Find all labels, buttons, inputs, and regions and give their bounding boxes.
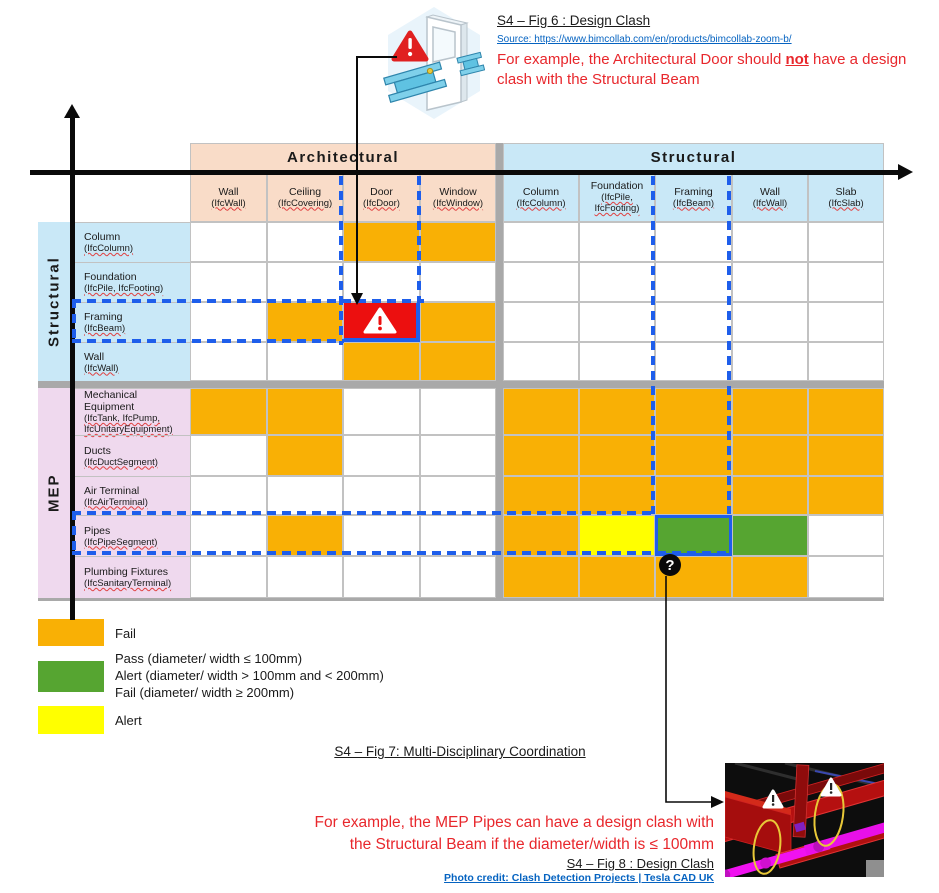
matrix-cell-r5c3 xyxy=(420,435,496,476)
matrix-cell-r8c5 xyxy=(579,556,655,598)
matrix-cell-r4c2 xyxy=(343,388,420,435)
pipes-clash-note: For example, the MEP Pipes can have a design clash with the Structural Beam if the diameter/width is ≤ 100mm xyxy=(314,814,714,853)
matrix-cell-r4c3 xyxy=(420,388,496,435)
matrix-cell-r2c7 xyxy=(732,302,808,342)
matrix-cell-r3c2 xyxy=(343,342,420,381)
fig6-title: S4 – Fig 6 : Design Clash xyxy=(497,13,651,28)
matrix-cell-r3c1 xyxy=(267,342,343,381)
door-clash-note: For example, the Architectural Door should not have a design clash with the Structural Beam xyxy=(497,51,907,88)
matrix-cell-r8c4 xyxy=(503,556,579,598)
matrix-cell-r0c8 xyxy=(808,222,884,262)
door-column-highlight-left xyxy=(339,176,343,345)
matrix-cell-r7c2 xyxy=(343,515,420,556)
matrix-cell-r6c4 xyxy=(503,476,579,515)
matrix-cell-r1c7 xyxy=(732,262,808,302)
matrix-cell-r1c4 xyxy=(503,262,579,302)
column-group-structural: Structural xyxy=(503,143,884,172)
matrix-cell-r4c5 xyxy=(579,388,655,435)
matrix-cell-r7c6 xyxy=(655,515,732,556)
matrix-cell-r0c1 xyxy=(267,222,343,262)
matrix-cell-r4c1 xyxy=(267,388,343,435)
matrix-cell-r8c1 xyxy=(267,556,343,598)
matrix-cell-r6c7 xyxy=(732,476,808,515)
y-axis-arrowhead xyxy=(64,104,80,118)
photo-credit-link[interactable]: Photo credit: Clash Detection Projects | Tesla CAD UK xyxy=(444,872,714,884)
legend-label-pass: Pass (diameter/ width ≤ 100mm) Alert (diameter/ width > 100mm and < 200mm) Fail (diameter/ width ≥ 200mm) xyxy=(115,651,384,700)
row-header-pipes: Pipes (IfcPipeSegment) xyxy=(75,515,190,556)
matrix-cell-r8c7 xyxy=(732,556,808,598)
matrix-cell-r3c6 xyxy=(655,342,732,381)
matrix-cell-r6c1 xyxy=(267,476,343,515)
column-header-window: Window (IfcWindow) xyxy=(420,172,496,222)
matrix-cell-r0c3 xyxy=(420,222,496,262)
column-header-framing: Framing (IfcBeam) xyxy=(655,172,732,222)
matrix-cell-r4c4 xyxy=(503,388,579,435)
matrix-cell-r5c5 xyxy=(579,435,655,476)
pipes-row-highlight-left xyxy=(72,511,76,555)
matrix-cell-r7c7 xyxy=(732,515,808,556)
legend-swatch-pass xyxy=(38,661,104,692)
column-header-door: Door (IfcDoor) xyxy=(343,172,420,222)
matrix-cell-r7c3 xyxy=(420,515,496,556)
column-group-divider xyxy=(496,143,503,601)
matrix-cell-r7c1 xyxy=(267,515,343,556)
pipes-row-highlight-bottom xyxy=(72,551,731,555)
matrix-cell-r5c1 xyxy=(267,435,343,476)
framing-column-highlight-right xyxy=(727,176,731,514)
matrix-cell-r3c8 xyxy=(808,342,884,381)
clash-photo xyxy=(725,763,884,877)
matrix-cell-r2c6 xyxy=(655,302,732,342)
matrix-cell-r5c8 xyxy=(808,435,884,476)
row-group-divider xyxy=(38,381,884,388)
column-header-ceiling: Ceiling (IfcCovering) xyxy=(267,172,343,222)
matrix-cell-r5c4 xyxy=(503,435,579,476)
matrix-cell-r2c5 xyxy=(579,302,655,342)
pipes-row-highlight-top xyxy=(72,511,655,515)
matrix-cell-r1c3 xyxy=(420,262,496,302)
matrix-cell-r0c7 xyxy=(732,222,808,262)
matrix-cell-r5c0 xyxy=(190,435,267,476)
column-header-column: Column (IfcColumn) xyxy=(503,172,579,222)
row-header-column: Column (IfcColumn) xyxy=(75,222,190,262)
matrix-cell-r3c3 xyxy=(420,342,496,381)
matrix-cell-r8c3 xyxy=(420,556,496,598)
matrix-cell-r8c0 xyxy=(190,556,267,598)
matrix-cell-r6c2 xyxy=(343,476,420,515)
row-header-wall: Wall (IfcWall) xyxy=(75,342,190,381)
row-header-plumbing-fixtures: Plumbing Fixtures (IfcSanitaryTerminal) xyxy=(75,556,190,598)
row-header-foundation: Foundation (IfcPile, IfcFooting) xyxy=(75,262,190,302)
matrix-cell-r6c8 xyxy=(808,476,884,515)
matrix-cell-r0c4 xyxy=(503,222,579,262)
matrix-cell-r6c6 xyxy=(655,476,732,515)
matrix-cell-r2c0 xyxy=(190,302,267,342)
fig8-title: S4 – Fig 8 : Design Clash xyxy=(566,856,714,871)
framing-column-highlight-left xyxy=(651,176,655,514)
matrix-cell-r4c7 xyxy=(732,388,808,435)
matrix-cell-r3c0 xyxy=(190,342,267,381)
matrix-cell-r1c1 xyxy=(267,262,343,302)
x-axis-line xyxy=(30,170,900,175)
matrix-bottom-border xyxy=(38,598,884,601)
matrix-cell-r7c5 xyxy=(579,515,655,556)
row-header-mechanical-equipment: Mechanical Equipment (IfcTank, IfcPump, IfcUnitaryEquipment) xyxy=(75,388,190,435)
x-axis-arrowhead xyxy=(898,164,913,180)
matrix-cell-r5c2 xyxy=(343,435,420,476)
matrix-cell-r0c0 xyxy=(190,222,267,262)
matrix-cell-r6c0 xyxy=(190,476,267,515)
row-header-air-terminal: Air Terminal (IfcAirTerminal) xyxy=(75,476,190,515)
matrix-cell-r2c4 xyxy=(503,302,579,342)
row-header-ducts: Ducts (IfcDuctSegment) xyxy=(75,435,190,476)
column-group-architectural: Architectural xyxy=(190,143,496,172)
matrix-cell-r4c8 xyxy=(808,388,884,435)
matrix-cell-r5c6 xyxy=(655,435,732,476)
column-header-wall: Wall (IfcWall) xyxy=(190,172,267,222)
column-header-foundation: Foundation (IfcPile, IfcFooting) xyxy=(579,172,655,222)
row-header-framing: Framing (IfcBeam) xyxy=(75,302,190,342)
matrix-cell-r7c0 xyxy=(190,515,267,556)
matrix-cell-r6c5 xyxy=(579,476,655,515)
matrix-cell-r0c5 xyxy=(579,222,655,262)
column-header-slab: Slab (IfcSlab) xyxy=(808,172,884,222)
legend-swatch-fail xyxy=(38,619,104,646)
legend-label-fail: Fail xyxy=(115,626,136,641)
matrix-cell-r3c5 xyxy=(579,342,655,381)
legend-swatch-alert xyxy=(38,706,104,734)
arrow-question-to-photo xyxy=(660,570,730,812)
matrix-cell-r2c8 xyxy=(808,302,884,342)
row-group-label-structural: Structural xyxy=(45,256,63,347)
fig7-title: S4 – Fig 7: Multi-Disciplinary Coordination xyxy=(334,744,586,759)
legend-label-alert: Alert xyxy=(115,713,142,728)
row-group-label-mep: MEP xyxy=(45,473,63,513)
question-badge: ? xyxy=(659,554,681,576)
matrix-cell-r3c4 xyxy=(503,342,579,381)
framing-row-highlight-left xyxy=(72,299,76,343)
matrix-cell-r8c8 xyxy=(808,556,884,598)
matrix-cell-r7c4 xyxy=(503,515,579,556)
door-column-highlight-right xyxy=(417,176,421,302)
matrix-cell-r4c0 xyxy=(190,388,267,435)
matrix-cell-r2c1 xyxy=(267,302,343,342)
framing-row-highlight-bottom xyxy=(72,339,344,343)
matrix-cell-r1c6 xyxy=(655,262,732,302)
matrix-cell-r7c8 xyxy=(808,515,884,556)
column-header-wall: Wall (IfcWall) xyxy=(732,172,808,222)
matrix-cell-r1c8 xyxy=(808,262,884,302)
matrix-cell-r2c2 xyxy=(343,302,420,342)
warning-icon xyxy=(363,307,397,334)
matrix-cell-r2c3 xyxy=(420,302,496,342)
matrix-cell-r0c6 xyxy=(655,222,732,262)
matrix-cell-r1c0 xyxy=(190,262,267,302)
matrix-cell-r8c2 xyxy=(343,556,420,598)
matrix-cell-r1c5 xyxy=(579,262,655,302)
arrow-icon-to-clash-cell xyxy=(350,50,410,306)
matrix-cell-r4c6 xyxy=(655,388,732,435)
matrix-cell-r6c3 xyxy=(420,476,496,515)
matrix-cell-r3c7 xyxy=(732,342,808,381)
fig6-source-link[interactable]: Source: https://www.bimcollab.com/en/products/bimcollab-zoom-b/ xyxy=(497,34,792,45)
matrix-cell-r5c7 xyxy=(732,435,808,476)
